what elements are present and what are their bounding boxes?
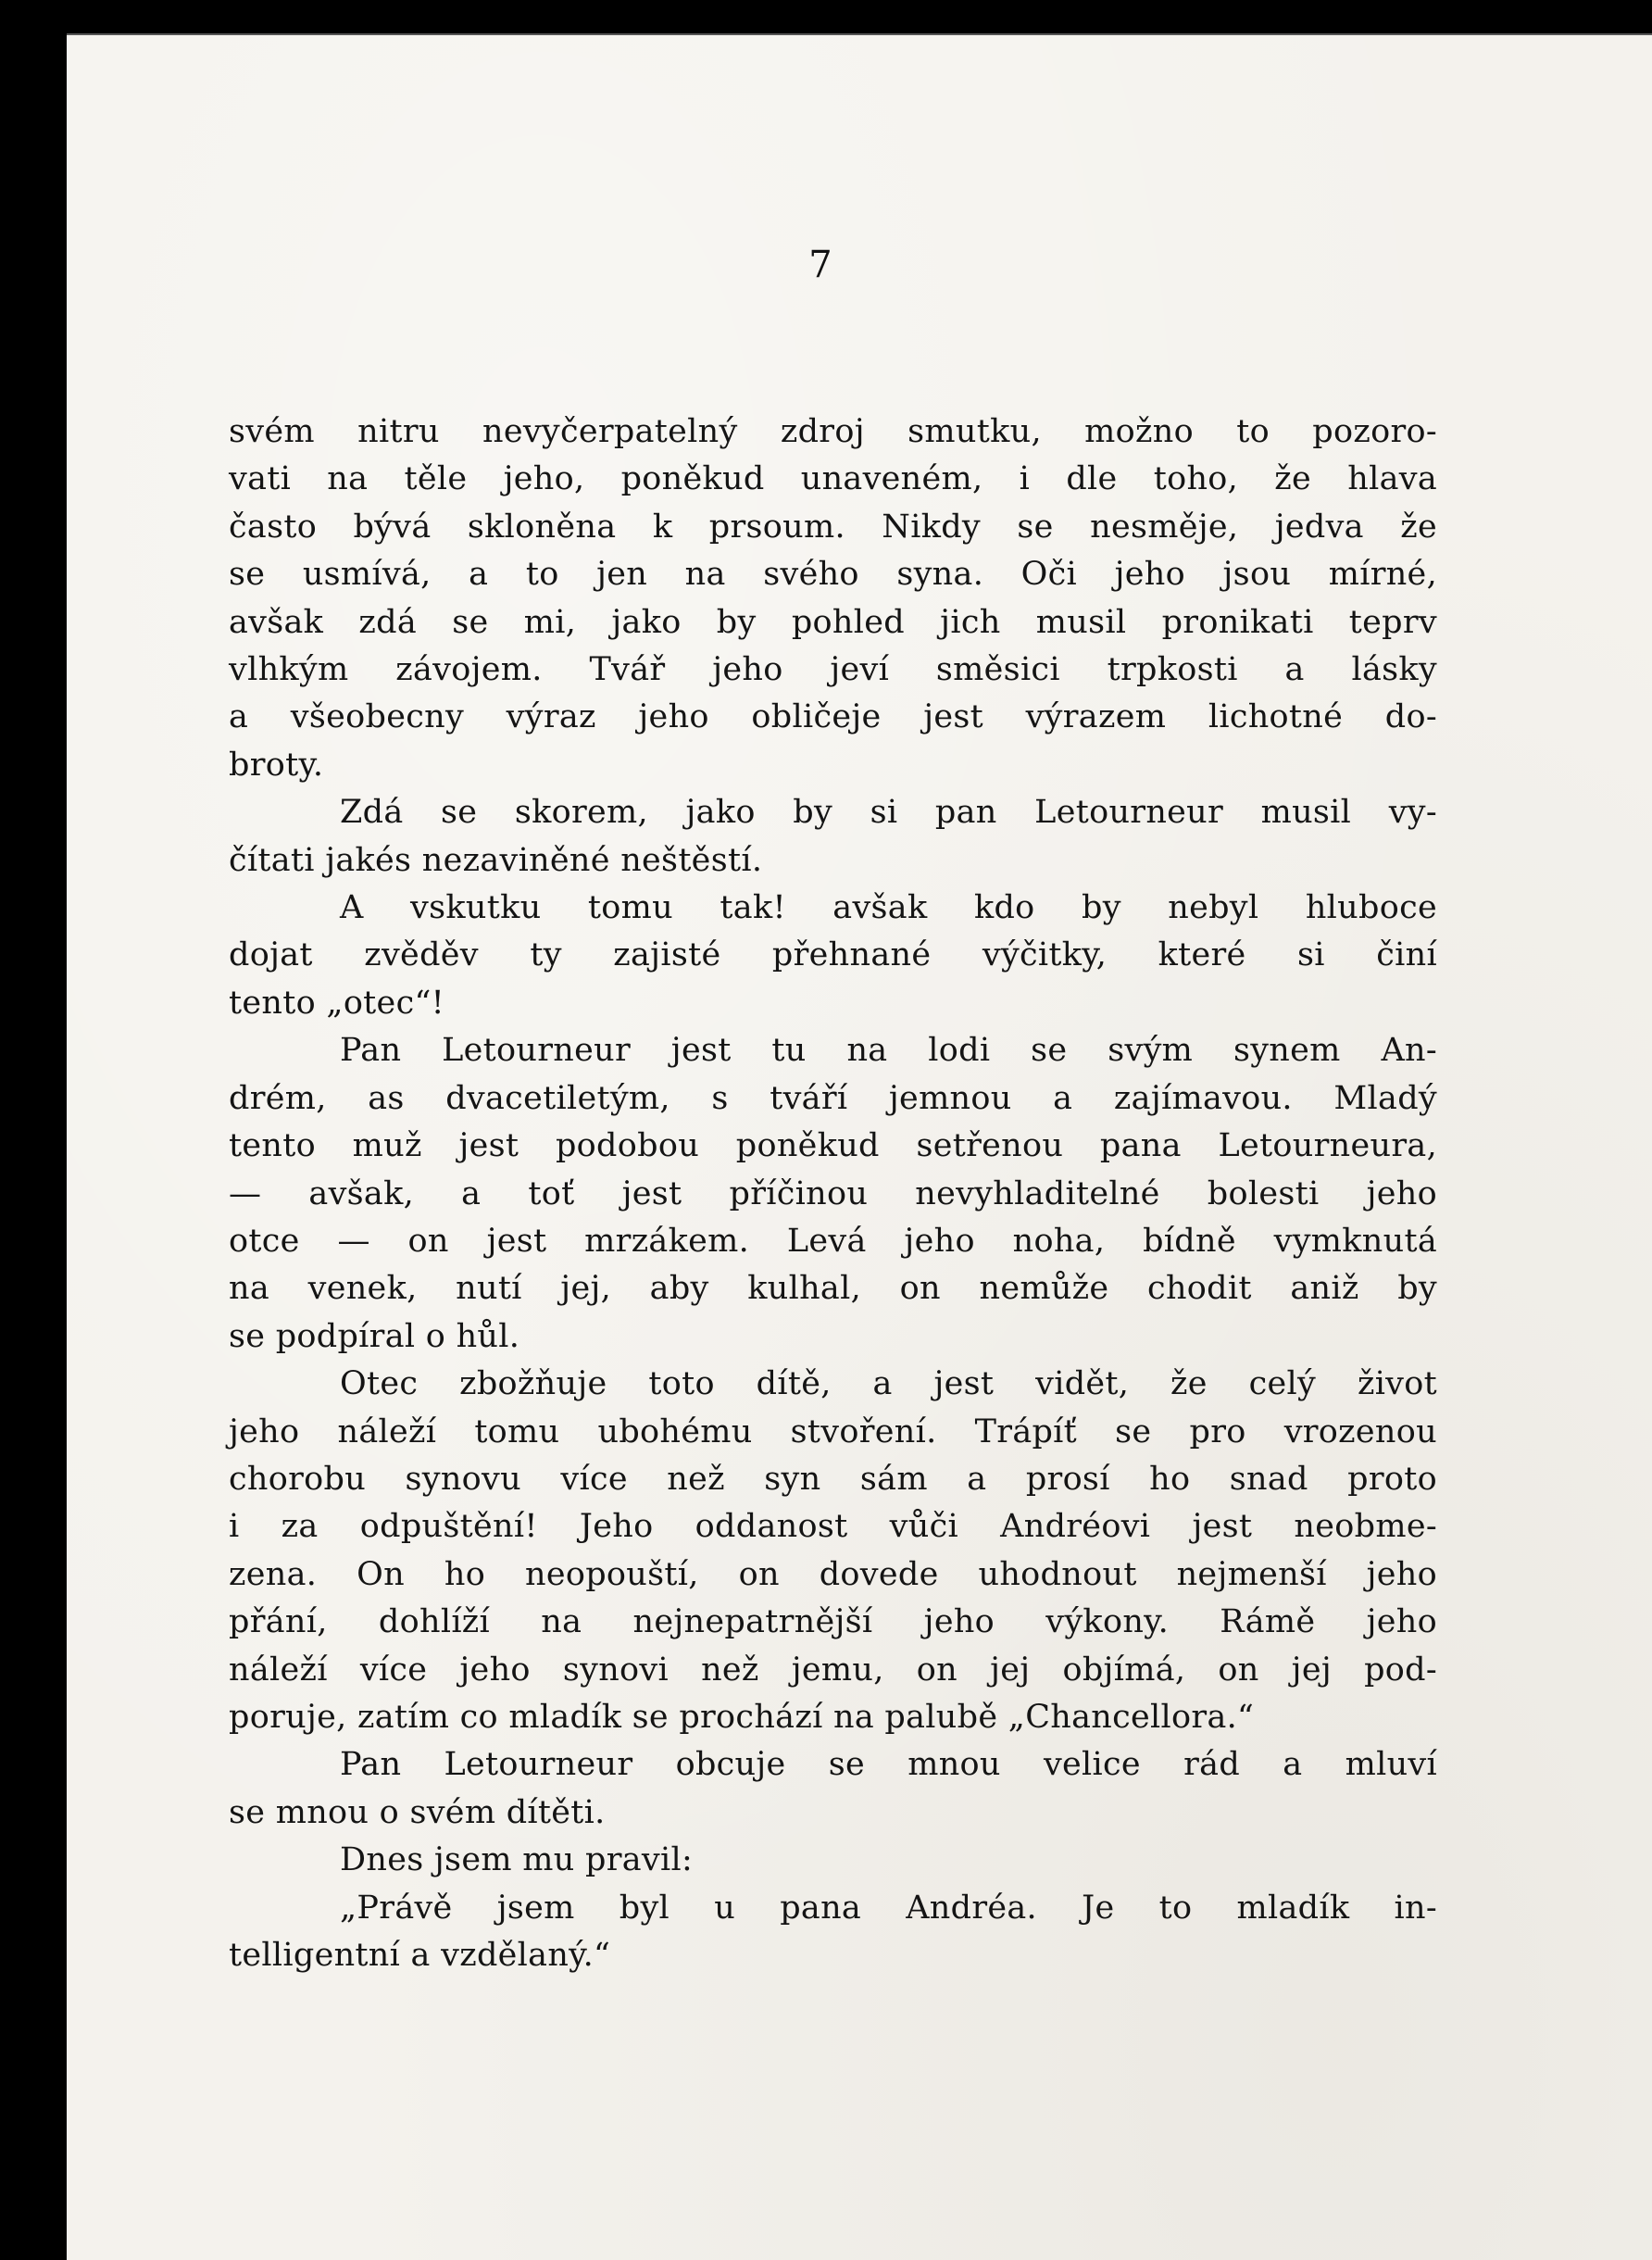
text-line: otce — on jest mrzákem. Levá jeho noha, bídně vymknutá: [229, 1222, 1437, 1260]
text-line: často bývá skloněna k prsoum. Nikdy se nesměje, jedva že: [229, 508, 1437, 546]
text-line: Dnes jsem mu pravil:: [340, 1841, 694, 1879]
text-line: přání, dohlíží na nejnepatrnější jeho výkony. Rámě jeho: [229, 1603, 1437, 1641]
text-line: zena. On ho neopouští, on dovede uhodnout nejmenší jeho: [229, 1555, 1437, 1593]
text-line: vlhkým závojem. Tvář jeho jeví směsici trpkosti a lásky: [229, 651, 1437, 689]
text-line: a všeobecny výraz jeho obličeje jest výrazem lichotné do-: [229, 698, 1437, 736]
text-line: náleží více jeho synovi než jemu, on jej objímá, on jej pod-: [229, 1651, 1437, 1689]
page-number: 7: [808, 244, 832, 286]
text-line: Otec zbožňuje toto dítě, a jest vidět, že celý život: [340, 1365, 1437, 1403]
text-line: dojat zvěděv ty zajisté přehnané výčitky, které si činí: [229, 936, 1437, 974]
text-line: telligentní a vzdělaný.“: [229, 1937, 611, 1974]
text-line: tento muž jest podobou poněkud setřenou pana Letourneura,: [229, 1127, 1437, 1165]
text-line: na venek, nutí jej, aby kulhal, on nemůže chodit aniž by: [229, 1270, 1437, 1308]
text-line: drém, as dvacetiletým, s tváří jemnou a zajímavou. Mladý: [229, 1079, 1437, 1117]
text-line: Zdá se skorem, jako by si pan Letourneur musil vy-: [340, 794, 1437, 832]
text-line: čítati jakés nezaviněné neštěstí.: [229, 841, 763, 879]
text-line: tento „otec“!: [229, 984, 445, 1022]
book-page: [67, 33, 1652, 2260]
text-line: se mnou o svém dítěti.: [229, 1793, 606, 1831]
text-line: — avšak, a toť jest příčinou nevyhladitelné bolesti jeho: [229, 1174, 1437, 1212]
text-line: vati na těle jeho, poněkud unaveném, i dle toho, že hlava: [229, 460, 1437, 498]
text-line: se podpíral o hůl.: [229, 1317, 520, 1355]
text-line: poruje, zatím co mladík se prochází na palubě „Chancellora.“: [229, 1698, 1255, 1736]
text-line: A vskutku tomu tak! avšak kdo by nebyl hluboce: [340, 889, 1437, 927]
text-line: se usmívá, a to jen na svého syna. Oči jeho jsou mírné,: [229, 556, 1437, 594]
text-line: Pan Letourneur obcuje se mnou velice rád a mluví: [340, 1746, 1437, 1784]
text-line: avšak zdá se mi, jako by pohled jich musil pronikati teprv: [229, 603, 1437, 641]
text-line: „Právě jsem byl u pana Andréa. Je to mladík in-: [340, 1889, 1437, 1927]
text-line: broty.: [229, 746, 324, 784]
text-line: i za odpuštění! Jeho oddanost vůči Andréovi jest neobme-: [229, 1508, 1437, 1546]
text-line: Pan Letourneur jest tu na lodi se svým synem An-: [340, 1032, 1437, 1070]
text-line: jeho náleží tomu ubohému stvoření. Trápíť se pro vrozenou: [229, 1412, 1437, 1450]
text-line: svém nitru nevyčerpatelný zdroj smutku, možno to pozoro-: [229, 413, 1437, 450]
body-text: [229, 408, 1437, 1979]
text-line: chorobu synovu více než syn sám a prosí ho snad proto: [229, 1460, 1437, 1498]
